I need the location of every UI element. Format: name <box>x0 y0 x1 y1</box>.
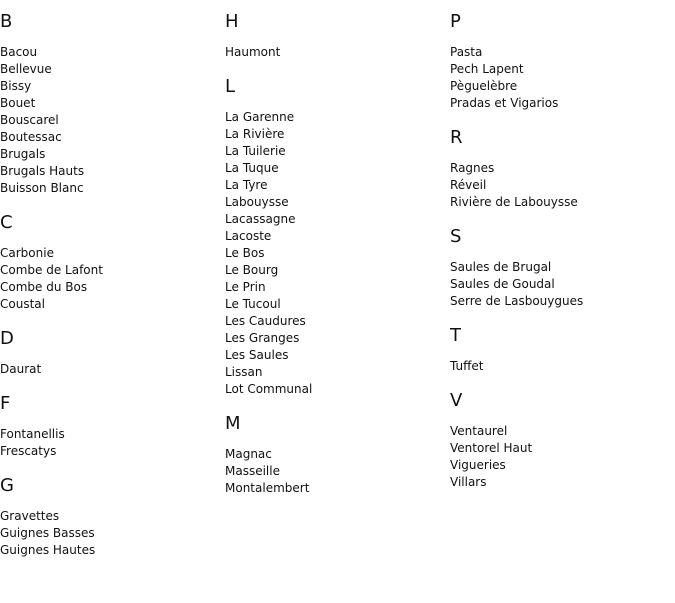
place-name-item: Ventorel Haut <box>450 441 533 455</box>
letter-group-d <box>0 327 220 378</box>
letter-group-h <box>225 10 445 61</box>
letter-group-v <box>450 389 670 491</box>
section-letter-heading: B <box>0 11 13 32</box>
place-name-item: Lissan <box>225 365 263 379</box>
place-name-item: Saules de Brugal <box>450 260 552 274</box>
place-name-item: Brugals Hauts <box>0 164 85 178</box>
place-name-item: Pèguelèbre <box>450 79 518 93</box>
section-letter-heading: H <box>225 11 239 32</box>
place-name-item: Bacou <box>0 45 38 59</box>
letter-group-p <box>450 10 670 112</box>
letter-group-m <box>225 412 445 497</box>
place-name-item: Vigueries <box>450 458 506 472</box>
place-list <box>450 423 670 491</box>
letter-group-t <box>450 324 670 375</box>
place-list <box>450 358 670 375</box>
place-name-item: Daurat <box>0 362 42 376</box>
letter-group-f <box>0 392 220 460</box>
letter-group-s <box>450 225 670 310</box>
place-list <box>225 446 445 497</box>
section-letter-heading: C <box>0 212 13 233</box>
place-name-item: Montalembert <box>225 481 310 495</box>
place-name-item: La Tuque <box>225 161 279 175</box>
place-name-item: Lacassagne <box>225 212 296 226</box>
place-name-item: Guignes Hautes <box>0 543 96 557</box>
place-name-item: Buisson Blanc <box>0 181 84 195</box>
section-letter-heading: G <box>0 475 14 496</box>
letter-group-b <box>0 10 220 197</box>
place-name-item: Combe de Lafont <box>0 263 103 277</box>
section-letter-heading: F <box>0 393 11 414</box>
place-name-item: Les Granges <box>225 331 300 345</box>
place-name-item: Réveil <box>450 178 487 192</box>
place-name-item: Ragnes <box>450 161 495 175</box>
letter-group-l <box>225 75 445 398</box>
section-letter-heading: D <box>0 328 14 349</box>
section-letter-heading: R <box>450 127 463 148</box>
index-column-2 <box>225 10 445 511</box>
place-name-item: Pasta <box>450 45 483 59</box>
place-list <box>0 508 220 559</box>
place-name-item: Gravettes <box>0 509 60 523</box>
section-letter-heading: P <box>450 11 461 32</box>
place-name-item: Rivière de Labouysse <box>450 195 578 209</box>
place-list <box>450 160 670 211</box>
place-name-item: Bouscarel <box>0 113 59 127</box>
place-list <box>225 44 445 61</box>
letter-group-g <box>0 474 220 559</box>
place-name-item: Boutessac <box>0 130 62 144</box>
place-name-item: Le Tucoul <box>225 297 281 311</box>
place-name-item: Tuffet <box>450 359 484 373</box>
place-list <box>450 259 670 310</box>
place-name-item: Combe du Bos <box>0 280 88 294</box>
section-letter-heading: L <box>225 76 236 97</box>
place-list <box>450 44 670 112</box>
place-name-item: Villars <box>450 475 487 489</box>
place-name-item: Fontanellis <box>0 427 65 441</box>
place-list <box>0 426 220 460</box>
place-name-item: Bouet <box>0 96 36 110</box>
place-name-item: La Rivière <box>225 127 285 141</box>
letter-group-r <box>450 126 670 211</box>
place-name-item: Lot Communal <box>225 382 313 396</box>
place-list <box>225 109 445 398</box>
index-column-3 <box>450 10 670 505</box>
place-name-item: Brugals <box>0 147 46 161</box>
place-name-item: La Garenne <box>225 110 295 124</box>
place-name-item: Bissy <box>0 79 32 93</box>
place-name-item: Guignes Basses <box>0 526 95 540</box>
index-column-1 <box>0 10 220 573</box>
place-name-item: Carbonie <box>0 246 54 260</box>
place-name-item: La Tuilerie <box>225 144 286 158</box>
place-name-item: Haumont <box>225 45 281 59</box>
section-letter-heading: M <box>225 413 241 434</box>
place-name-item: Labouysse <box>225 195 289 209</box>
section-letter-heading: S <box>450 226 462 247</box>
section-letter-heading: V <box>450 390 463 411</box>
place-name-item: Pech Lapent <box>450 62 524 76</box>
place-name-item: Ventaurel <box>450 424 508 438</box>
place-name-item: Le Bos <box>225 246 265 260</box>
place-name-item: Pradas et Vigarios <box>450 96 559 110</box>
place-name-item: Le Bourg <box>225 263 279 277</box>
place-list <box>0 44 220 197</box>
place-name-item: Magnac <box>225 447 272 461</box>
place-name-item: Bellevue <box>0 62 52 76</box>
place-name-item: Lacoste <box>225 229 272 243</box>
place-list <box>0 361 220 378</box>
place-name-item: Les Saules <box>225 348 289 362</box>
place-name-item: Le Prin <box>225 280 266 294</box>
place-name-item: Les Caudures <box>225 314 306 328</box>
letter-group-c <box>0 211 220 313</box>
place-name-item: Coustal <box>0 297 45 311</box>
place-name-item: Serre de Lasbouygues <box>450 294 584 308</box>
place-list <box>0 245 220 313</box>
place-name-item: Saules de Goudal <box>450 277 555 291</box>
place-name-item: Frescatys <box>0 444 57 458</box>
place-name-item: Masseille <box>225 464 280 478</box>
section-letter-heading: T <box>450 325 461 346</box>
place-name-item: La Tyre <box>225 178 268 192</box>
